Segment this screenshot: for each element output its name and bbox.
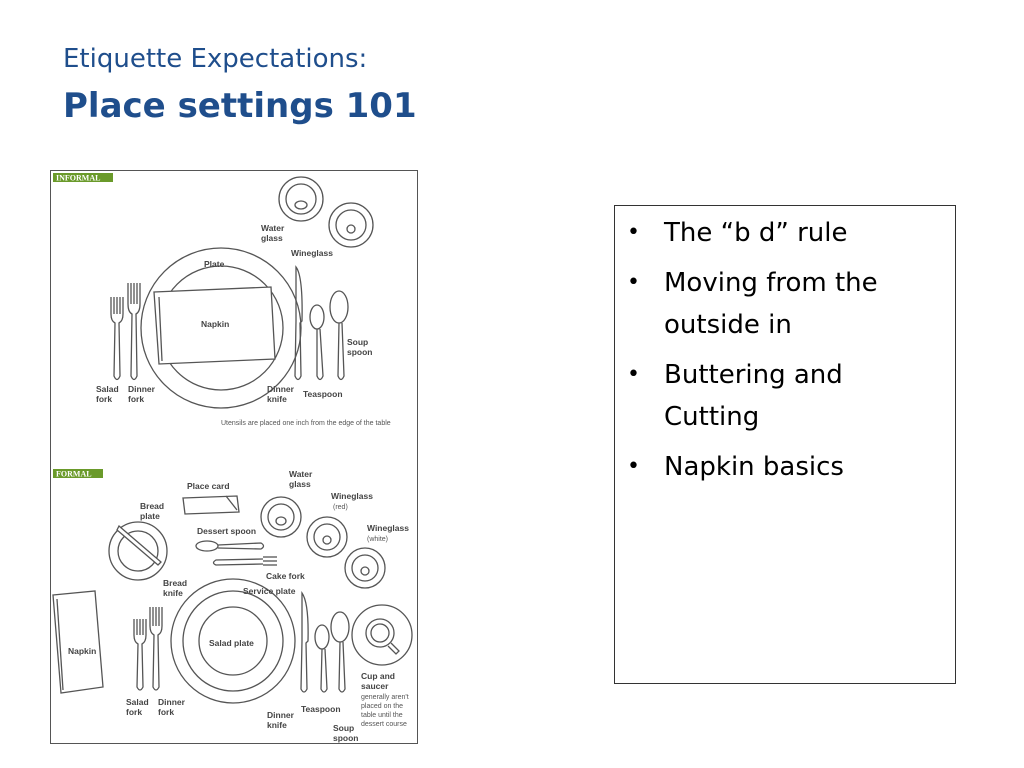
label-formal-soup-spoon: Soup <box>333 723 355 733</box>
label-dessert-spoon: Dessert spoon <box>197 526 257 536</box>
label-service-plate: Service plate <box>243 586 296 596</box>
red-wineglass-icon <box>307 517 347 557</box>
label-formal-soup-spoon-2: spoon <box>333 733 359 743</box>
label-wineglass-white-note: (white) <box>367 536 389 543</box>
label-cup-note-2: placed on the <box>361 703 404 710</box>
label-formal-dinner-fork: Dinner <box>158 697 185 707</box>
bullet-item <box>625 262 945 346</box>
formal-salad-fork-icon <box>134 619 146 690</box>
label-formal-dinner-fork-2: fork <box>158 707 175 717</box>
bread-plate-icon <box>109 522 167 580</box>
label-cup-note-1: generally aren't <box>361 694 409 701</box>
bullet-text: Buttering and Cutting <box>664 360 843 432</box>
label-bread-plate-2: plate <box>140 511 160 521</box>
label-wineglass-white: Wineglass <box>367 523 409 533</box>
formal-napkin-icon <box>53 591 103 693</box>
label-formal-napkin: Napkin <box>68 646 97 656</box>
bullet-text: The “b d” rule <box>664 218 848 248</box>
bullet-dot-icon: • <box>627 362 640 387</box>
label-cup-note-4: dessert course <box>361 721 407 728</box>
label-wineglass: Wineglass <box>291 248 333 258</box>
white-wineglass-icon <box>345 548 385 588</box>
label-formal-water-glass-2: glass <box>289 479 311 489</box>
bullet-dot-icon: • <box>627 454 640 479</box>
label-wineglass-red: Wineglass <box>331 491 373 501</box>
label-dinner-fork-2: fork <box>128 394 145 404</box>
formal-dinner-knife-icon <box>301 593 308 692</box>
label-salad-fork-2: fork <box>96 394 113 404</box>
bullet-text: Moving from the outside in <box>664 268 878 340</box>
informal-teaspoon-icon <box>310 305 324 380</box>
label-utensil-note: Utensils are placed one inch from the edge of the table <box>221 420 391 427</box>
bullet-item <box>625 446 945 488</box>
label-plate: Plate <box>204 259 225 269</box>
formal-teaspoon-icon <box>315 625 329 692</box>
label-bread-knife: Bread <box>163 578 188 588</box>
cake-fork-icon <box>214 557 278 565</box>
label-soup-spoon-2: spoon <box>347 347 373 357</box>
label-soup-spoon: Soup <box>347 337 369 347</box>
dessert-spoon-icon <box>196 541 264 551</box>
cup-saucer-icon <box>352 605 412 665</box>
informal-dinner-fork-icon <box>128 283 140 380</box>
bullet-list <box>625 212 945 488</box>
bullet-text: Napkin basics <box>664 452 844 482</box>
formal-dinner-fork-icon <box>150 607 162 690</box>
bullet-dot-icon: • <box>627 220 640 245</box>
informal-water-glass-icon <box>279 177 323 221</box>
label-dinner-knife: Dinner <box>267 384 294 394</box>
label-dinner-fork: Dinner <box>128 384 155 394</box>
place-card-icon <box>183 496 239 514</box>
bullet-list-box <box>614 205 956 684</box>
informal-salad-fork-icon <box>111 297 123 380</box>
label-formal-dinner-knife-2: knife <box>267 720 287 730</box>
label-cake-fork: Cake fork <box>266 571 305 581</box>
place-setting-diagram <box>50 170 418 744</box>
title-line-1: Etiquette Expectations: <box>63 44 368 74</box>
label-formal-salad-fork-2: fork <box>126 707 143 717</box>
label-place-card: Place card <box>187 481 230 491</box>
label-water-glass: Water <box>261 223 285 233</box>
label-cup-note-3: table until the <box>361 712 403 719</box>
title-line-2: Place settings 101 <box>63 86 417 126</box>
informal-wineglass-icon <box>329 203 373 247</box>
informal-tag-text: INFORMAL <box>56 173 101 183</box>
label-bread-knife-2: knife <box>163 588 183 598</box>
label-formal-water-glass: Water <box>289 469 313 479</box>
informal-soup-spoon-icon <box>330 291 348 380</box>
label-cup-saucer: Cup and <box>361 671 395 681</box>
label-dinner-knife-2: knife <box>267 394 287 404</box>
formal-soup-spoon-icon <box>331 612 349 692</box>
label-water-glass-2: glass <box>261 233 283 243</box>
place-setting-illustration <box>51 171 417 743</box>
formal-tag-text: FORMAL <box>56 469 92 479</box>
bullet-dot-icon: • <box>627 270 640 295</box>
label-wineglass-red-note: (red) <box>333 504 348 511</box>
label-formal-teaspoon: Teaspoon <box>301 704 341 714</box>
label-napkin: Napkin <box>201 319 230 329</box>
label-cup-saucer-2: saucer <box>361 681 389 691</box>
label-teaspoon: Teaspoon <box>303 389 343 399</box>
bullet-item <box>625 212 945 254</box>
label-formal-salad-fork: Salad <box>126 697 149 707</box>
label-salad-plate: Salad plate <box>209 638 254 648</box>
label-salad-fork: Salad <box>96 384 119 394</box>
label-bread-plate: Bread <box>140 501 165 511</box>
bullet-item <box>625 354 945 438</box>
formal-water-glass-icon <box>261 497 301 537</box>
label-formal-dinner-knife: Dinner <box>267 710 294 720</box>
